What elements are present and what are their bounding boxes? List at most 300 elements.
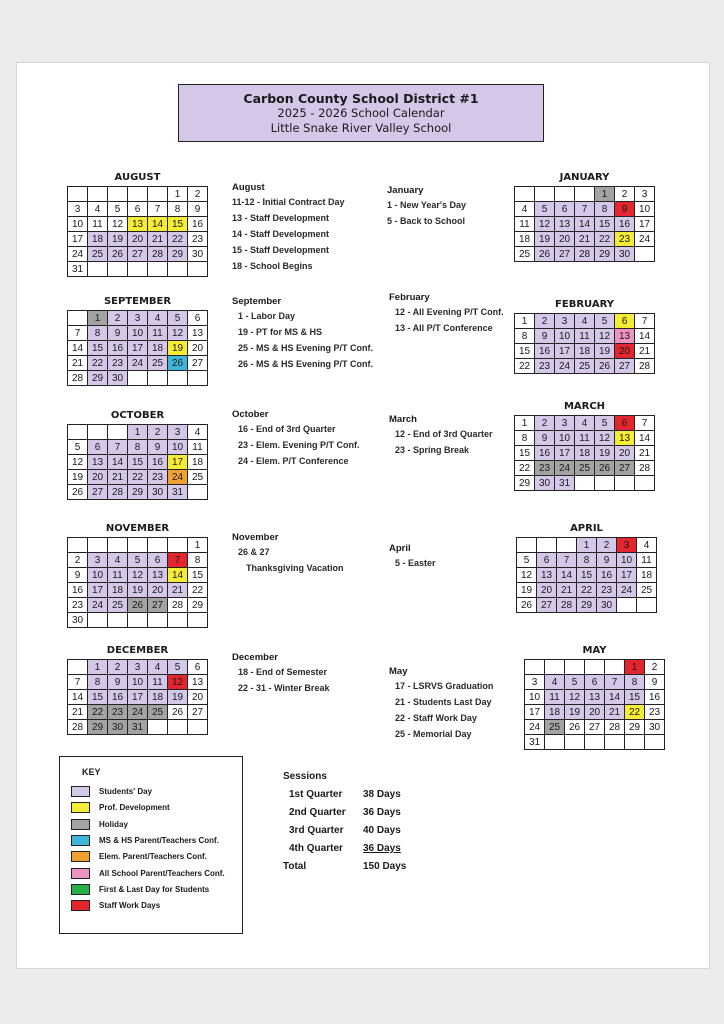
month-september — [67, 296, 208, 386]
day-cell: 21 — [148, 232, 168, 247]
district-name: Carbon County School District #1 — [243, 91, 479, 106]
week-row — [517, 598, 657, 613]
day-cell: 29 — [88, 720, 108, 735]
day-cell: 5 — [595, 416, 615, 431]
event-item: 21 - Students Last Day — [395, 697, 492, 707]
day-cell: 6 — [188, 660, 208, 675]
day-cell: 9 — [597, 553, 617, 568]
day-cell: 8 — [88, 675, 108, 690]
key-swatch — [71, 900, 90, 911]
day-cell: 22 — [128, 470, 148, 485]
day-cell: 3 — [168, 425, 188, 440]
day-cell: 23 — [108, 356, 128, 371]
day-cell: 8 — [577, 553, 597, 568]
day-cell: 29 — [515, 476, 535, 491]
month-january — [514, 172, 655, 262]
day-cell: 27 — [615, 461, 635, 476]
empty-cell — [517, 538, 537, 553]
day-cell: 14 — [108, 455, 128, 470]
event-item: 18 - School Begins — [232, 261, 313, 271]
day-cell: 9 — [148, 440, 168, 455]
day-cell: 10 — [88, 568, 108, 583]
day-cell: 17 — [128, 341, 148, 356]
week-row — [68, 613, 208, 628]
day-cell: 30 — [535, 476, 555, 491]
session-row — [283, 861, 407, 879]
day-cell: 28 — [148, 247, 168, 262]
empty-cell — [68, 538, 88, 553]
event-item: 24 - Elem. P/T Conference — [238, 456, 349, 466]
key-swatch — [71, 884, 90, 895]
month-november — [67, 523, 208, 628]
week-row — [68, 425, 208, 440]
day-cell: 13 — [555, 217, 575, 232]
event-item: 14 - Staff Development — [232, 229, 330, 239]
events-october — [232, 408, 360, 469]
day-cell: 11 — [148, 675, 168, 690]
day-cell: 25 — [575, 359, 595, 374]
month-february — [514, 299, 655, 374]
day-cell: 27 — [555, 247, 575, 262]
day-cell: 2 — [535, 416, 555, 431]
empty-cell — [88, 187, 108, 202]
day-cell: 23 — [535, 359, 555, 374]
empty-cell — [108, 538, 128, 553]
day-cell: 25 — [545, 720, 565, 735]
day-cell: 16 — [148, 455, 168, 470]
key-swatch — [71, 851, 90, 862]
day-cell: 19 — [168, 341, 188, 356]
day-cell: 15 — [625, 690, 645, 705]
empty-cell — [108, 262, 128, 277]
day-cell: 13 — [148, 568, 168, 583]
day-cell: 10 — [555, 431, 575, 446]
day-cell: 8 — [625, 675, 645, 690]
week-row — [68, 485, 208, 500]
day-cell: 12 — [595, 431, 615, 446]
events-august — [232, 181, 345, 274]
events-january — [387, 184, 466, 229]
day-cell: 5 — [565, 675, 585, 690]
day-cell: 11 — [575, 329, 595, 344]
event-item: 26 - MS & HS Evening P/T Conf. — [238, 359, 374, 369]
empty-cell — [545, 660, 565, 675]
day-cell: 4 — [637, 538, 657, 553]
day-cell: 24 — [128, 356, 148, 371]
day-cell: 30 — [148, 485, 168, 500]
day-cell: 12 — [168, 326, 188, 341]
event-item: 22 - 31 - Winter Break — [238, 683, 330, 693]
key-swatch — [71, 802, 90, 813]
day-cell: 16 — [68, 583, 88, 598]
month-title: APRIL — [570, 523, 603, 534]
week-row — [525, 705, 665, 720]
day-cell: 14 — [168, 568, 188, 583]
day-cell: 26 — [168, 356, 188, 371]
day-cell: 8 — [515, 431, 535, 446]
session-label: 3rd Quarter — [289, 825, 344, 836]
day-cell: 23 — [615, 232, 635, 247]
day-cell: 6 — [88, 440, 108, 455]
event-item: 18 - End of Semester — [238, 667, 328, 677]
event-item: 23 - Elem. Evening P/T Conf. — [238, 440, 360, 450]
day-cell: 27 — [537, 598, 557, 613]
day-cell: 30 — [68, 613, 88, 628]
key-label: First & Last Day for Students — [99, 884, 210, 894]
day-cell: 28 — [557, 598, 577, 613]
day-cell: 26 — [108, 247, 128, 262]
week-row — [515, 344, 655, 359]
week-row — [68, 455, 208, 470]
day-cell: 29 — [168, 247, 188, 262]
day-cell: 26 — [595, 461, 615, 476]
day-cell: 2 — [535, 314, 555, 329]
day-cell: 1 — [88, 660, 108, 675]
events-september — [232, 295, 373, 372]
week-row — [68, 568, 208, 583]
week-row — [68, 217, 208, 232]
day-cell: 9 — [645, 675, 665, 690]
day-cell: 21 — [68, 705, 88, 720]
day-cell: 24 — [68, 247, 88, 262]
empty-cell — [148, 720, 168, 735]
month-october — [67, 410, 208, 500]
calendar-header — [178, 84, 544, 142]
day-cell: 16 — [108, 341, 128, 356]
day-cell: 13 — [615, 431, 635, 446]
day-cell: 28 — [635, 359, 655, 374]
day-cell: 3 — [555, 314, 575, 329]
day-cell: 15 — [128, 455, 148, 470]
week-row — [68, 705, 208, 720]
day-cell: 19 — [535, 232, 555, 247]
session-days: 40 Days — [363, 825, 401, 836]
day-cell: 11 — [148, 326, 168, 341]
week-row — [515, 232, 655, 247]
day-cell: 4 — [148, 660, 168, 675]
day-cell: 25 — [148, 356, 168, 371]
empty-cell — [68, 187, 88, 202]
day-cell: 4 — [575, 416, 595, 431]
event-item: 19 - PT for MS & HS — [238, 327, 323, 337]
day-cell: 16 — [535, 446, 555, 461]
key-title: KEY — [82, 767, 101, 777]
day-cell: 20 — [188, 341, 208, 356]
day-cell: 8 — [188, 553, 208, 568]
month-title: SEPTEMBER — [103, 296, 172, 307]
week-row — [515, 359, 655, 374]
day-cell: 23 — [148, 470, 168, 485]
day-cell: 6 — [585, 675, 605, 690]
month-title: DECEMBER — [106, 645, 169, 656]
day-cell: 8 — [168, 202, 188, 217]
day-cell: 24 — [168, 470, 188, 485]
empty-cell — [128, 371, 148, 386]
day-cell: 15 — [168, 217, 188, 232]
session-label: 1st Quarter — [289, 789, 343, 800]
key-item — [71, 834, 219, 847]
events-april — [389, 542, 436, 571]
event-item: 16 - End of 3rd Quarter — [238, 424, 336, 434]
key-item — [71, 899, 160, 912]
day-cell: 16 — [108, 690, 128, 705]
week-row — [517, 583, 657, 598]
month-grid — [67, 537, 208, 628]
empty-cell — [525, 660, 545, 675]
day-cell: 1 — [88, 311, 108, 326]
day-cell: 18 — [148, 690, 168, 705]
day-cell: 24 — [555, 359, 575, 374]
day-cell: 29 — [88, 371, 108, 386]
day-cell: 21 — [168, 583, 188, 598]
day-cell: 7 — [108, 440, 128, 455]
key-label: Students' Day — [99, 787, 153, 796]
week-row — [525, 720, 665, 735]
event-month-heading: March — [389, 414, 417, 425]
day-cell: 28 — [605, 720, 625, 735]
day-cell: 13 — [188, 675, 208, 690]
day-cell: 2 — [68, 553, 88, 568]
day-cell: 15 — [577, 568, 597, 583]
day-cell: 30 — [615, 247, 635, 262]
day-cell: 18 — [575, 344, 595, 359]
month-title: OCTOBER — [110, 410, 165, 421]
day-cell: 7 — [68, 326, 88, 341]
day-cell: 17 — [555, 344, 575, 359]
empty-cell — [557, 538, 577, 553]
month-title: MAY — [582, 645, 607, 656]
day-cell: 2 — [108, 311, 128, 326]
day-cell: 20 — [148, 583, 168, 598]
day-cell: 30 — [108, 720, 128, 735]
week-row — [68, 440, 208, 455]
day-cell: 9 — [615, 202, 635, 217]
empty-cell — [188, 720, 208, 735]
day-cell: 21 — [605, 705, 625, 720]
day-cell: 19 — [595, 446, 615, 461]
week-row — [68, 470, 208, 485]
day-cell: 13 — [585, 690, 605, 705]
day-cell: 12 — [68, 455, 88, 470]
empty-cell — [148, 538, 168, 553]
school-name: Little Snake River Valley School — [270, 121, 452, 135]
day-cell: 18 — [148, 341, 168, 356]
day-cell: 7 — [148, 202, 168, 217]
day-cell: 3 — [88, 553, 108, 568]
day-cell: 18 — [188, 455, 208, 470]
week-row — [68, 583, 208, 598]
empty-cell — [637, 598, 657, 613]
month-grid — [524, 659, 665, 750]
empty-cell — [128, 262, 148, 277]
day-cell: 4 — [515, 202, 535, 217]
day-cell: 2 — [148, 425, 168, 440]
week-row — [517, 568, 657, 583]
day-cell: 25 — [88, 247, 108, 262]
day-cell: 10 — [68, 217, 88, 232]
week-row — [515, 202, 655, 217]
week-row — [515, 446, 655, 461]
day-cell: 20 — [615, 446, 635, 461]
event-month-heading: September — [232, 296, 282, 307]
day-cell: 11 — [545, 690, 565, 705]
day-cell: 1 — [168, 187, 188, 202]
day-cell: 6 — [188, 311, 208, 326]
key-swatch — [71, 819, 90, 830]
day-cell: 15 — [515, 446, 535, 461]
day-cell: 1 — [188, 538, 208, 553]
day-cell: 17 — [617, 568, 637, 583]
day-cell: 15 — [595, 217, 615, 232]
day-cell: 1 — [595, 187, 615, 202]
day-cell: 12 — [128, 568, 148, 583]
day-cell: 9 — [535, 329, 555, 344]
event-month-heading: August — [232, 182, 265, 193]
day-cell: 6 — [148, 553, 168, 568]
empty-cell — [625, 735, 645, 750]
week-row — [515, 461, 655, 476]
day-cell: 10 — [555, 329, 575, 344]
day-cell: 10 — [525, 690, 545, 705]
day-cell: 24 — [525, 720, 545, 735]
day-cell: 27 — [188, 705, 208, 720]
day-cell: 24 — [617, 583, 637, 598]
day-cell: 14 — [635, 431, 655, 446]
event-month-heading: November — [232, 532, 279, 543]
day-cell: 6 — [615, 314, 635, 329]
empty-cell — [585, 735, 605, 750]
day-cell: 3 — [128, 311, 148, 326]
day-cell: 7 — [605, 675, 625, 690]
day-cell: 8 — [88, 326, 108, 341]
empty-cell — [168, 538, 188, 553]
week-row — [515, 314, 655, 329]
empty-cell — [605, 735, 625, 750]
day-cell: 19 — [517, 583, 537, 598]
day-cell: 7 — [575, 202, 595, 217]
events-november — [232, 531, 344, 576]
day-cell: 3 — [128, 660, 148, 675]
day-cell: 12 — [517, 568, 537, 583]
day-cell: 26 — [517, 598, 537, 613]
event-item: 25 - MS & HS Evening P/T Conf. — [238, 343, 374, 353]
day-cell: 24 — [128, 705, 148, 720]
day-cell: 2 — [597, 538, 617, 553]
week-row — [68, 326, 208, 341]
day-cell: 26 — [535, 247, 555, 262]
day-cell: 23 — [597, 583, 617, 598]
day-cell: 30 — [188, 247, 208, 262]
empty-cell — [68, 660, 88, 675]
day-cell: 19 — [68, 470, 88, 485]
day-cell: 14 — [557, 568, 577, 583]
empty-cell — [148, 187, 168, 202]
day-cell: 11 — [515, 217, 535, 232]
event-month-heading: February — [389, 292, 430, 303]
day-cell: 3 — [617, 538, 637, 553]
day-cell: 18 — [545, 705, 565, 720]
day-cell: 22 — [188, 583, 208, 598]
events-may — [389, 665, 493, 742]
week-row — [515, 329, 655, 344]
empty-cell — [108, 613, 128, 628]
day-cell: 31 — [555, 476, 575, 491]
week-row — [68, 187, 208, 202]
day-cell: 21 — [68, 356, 88, 371]
day-cell: 8 — [128, 440, 148, 455]
day-cell: 12 — [595, 329, 615, 344]
empty-cell — [188, 262, 208, 277]
day-cell: 7 — [635, 416, 655, 431]
day-cell: 3 — [68, 202, 88, 217]
day-cell: 30 — [597, 598, 617, 613]
day-cell: 9 — [188, 202, 208, 217]
day-cell: 18 — [515, 232, 535, 247]
day-cell: 21 — [557, 583, 577, 598]
empty-cell — [168, 613, 188, 628]
empty-cell — [88, 613, 108, 628]
day-cell: 4 — [108, 553, 128, 568]
week-row — [68, 247, 208, 262]
day-cell: 19 — [595, 344, 615, 359]
session-label: Total — [283, 861, 307, 872]
empty-cell — [595, 476, 615, 491]
day-cell: 17 — [88, 583, 108, 598]
day-cell: 16 — [597, 568, 617, 583]
day-cell: 22 — [88, 356, 108, 371]
empty-cell — [617, 598, 637, 613]
empty-cell — [168, 371, 188, 386]
day-cell: 15 — [188, 568, 208, 583]
month-title: FEBRUARY — [555, 299, 614, 310]
day-cell: 28 — [68, 371, 88, 386]
empty-cell — [575, 187, 595, 202]
day-cell: 9 — [68, 568, 88, 583]
week-row — [515, 217, 655, 232]
month-grid — [514, 415, 655, 491]
day-cell: 3 — [635, 187, 655, 202]
day-cell: 24 — [88, 598, 108, 613]
day-cell: 16 — [615, 217, 635, 232]
day-cell: 21 — [575, 232, 595, 247]
empty-cell — [645, 735, 665, 750]
day-cell: 6 — [128, 202, 148, 217]
calendar-year: 2025 - 2026 School Calendar — [277, 106, 445, 120]
day-cell: 7 — [635, 314, 655, 329]
week-row — [525, 690, 665, 705]
empty-cell — [565, 735, 585, 750]
month-grid — [516, 537, 657, 613]
empty-cell — [148, 613, 168, 628]
month-april — [516, 523, 657, 613]
day-cell: 11 — [575, 431, 595, 446]
week-row — [68, 262, 208, 277]
week-row — [68, 311, 208, 326]
day-cell: 29 — [595, 247, 615, 262]
session-label: 4th Quarter — [289, 843, 343, 854]
event-item: 13 - Staff Development — [232, 213, 330, 223]
month-grid — [514, 186, 655, 262]
key-item — [71, 818, 128, 831]
empty-cell — [555, 187, 575, 202]
key-label: All School Parent/Teachers Conf. — [99, 868, 225, 878]
events-march — [389, 413, 493, 458]
day-cell: 24 — [635, 232, 655, 247]
event-month-heading: December — [232, 652, 278, 663]
event-item: 11-12 - Initial Contract Day — [232, 197, 345, 207]
event-item: 25 - Memorial Day — [395, 729, 472, 739]
day-cell: 18 — [575, 446, 595, 461]
